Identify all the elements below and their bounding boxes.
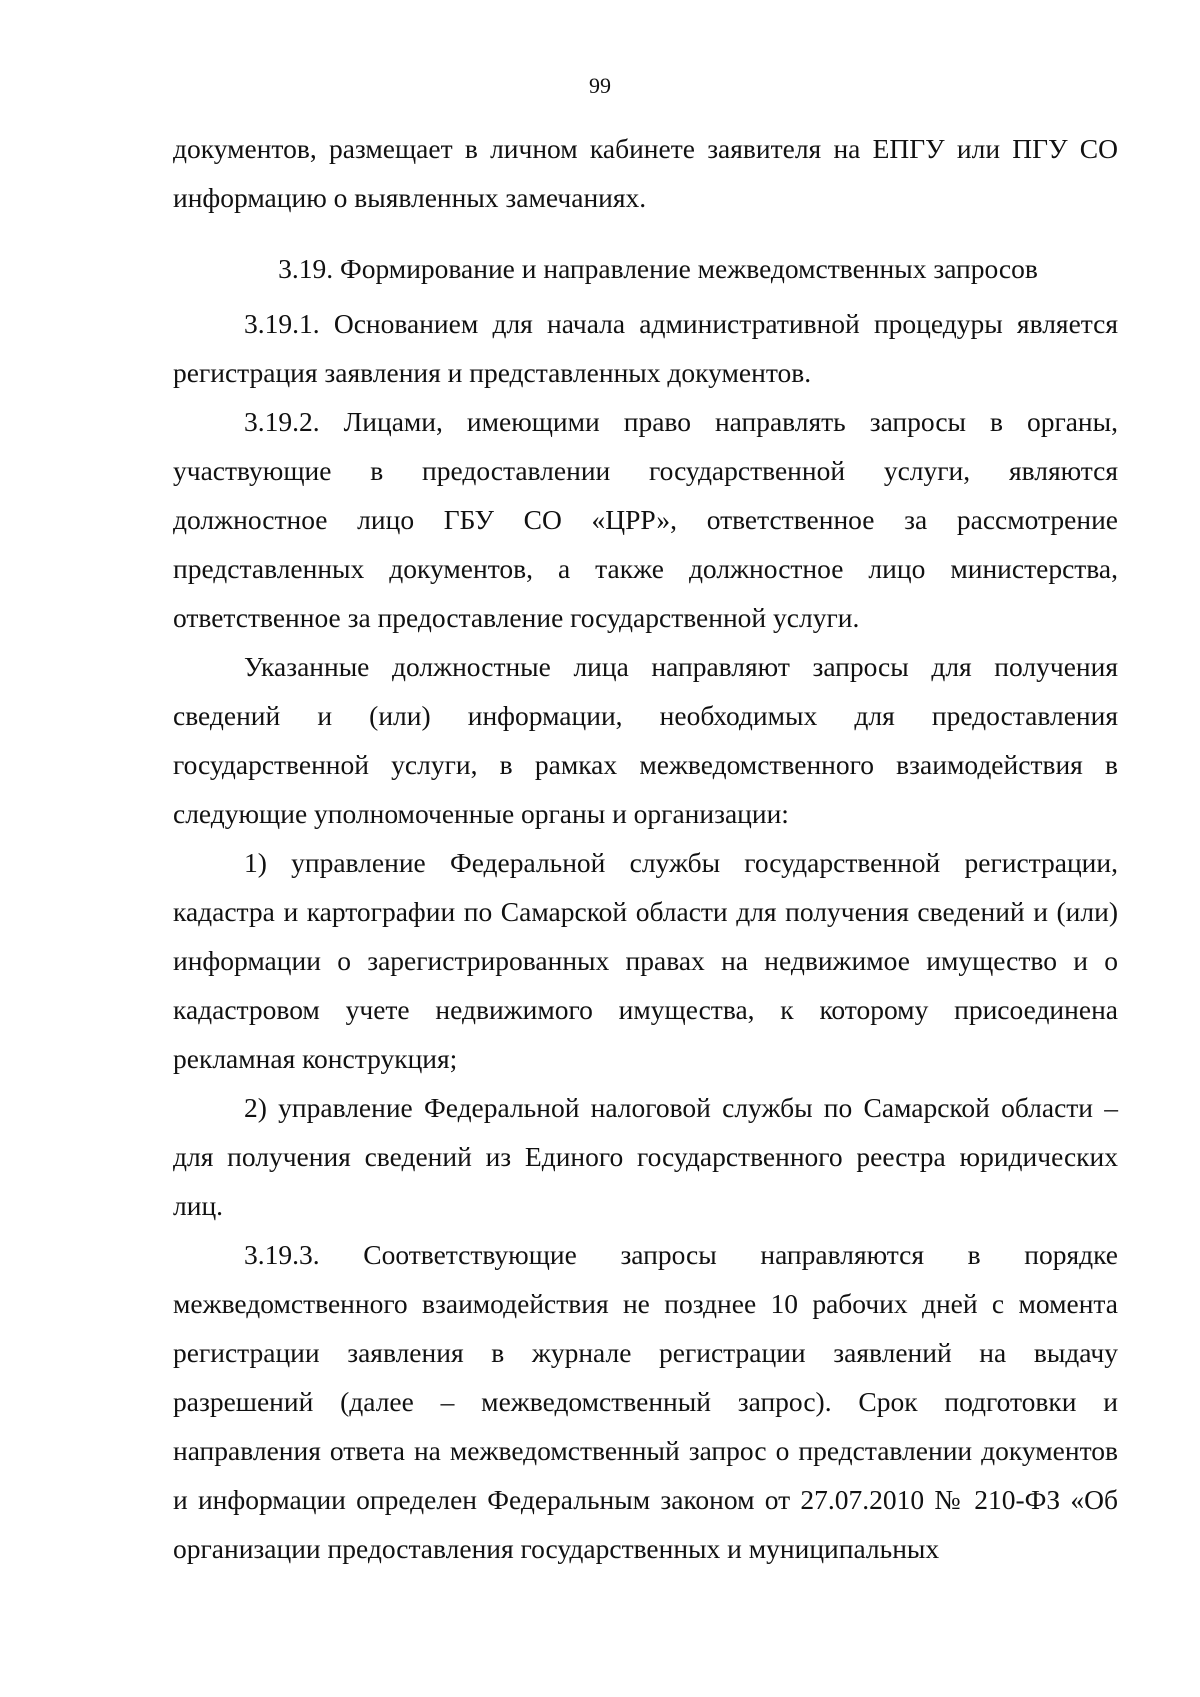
paragraph-3-19-2: 3.19.2. Лицами, имеющими право направлять запросы в органы, участвующие в предоставлении государственной услуги, являются должностное лицо ГБУ СО «ЦРР», ответственное за рассмотрение представленных документов, а также должностное лицо министерства, ответственное за предоставление государственной услуги. bbox=[173, 406, 1118, 633]
document-body bbox=[173, 124, 1118, 1573]
paragraph-3-19-1: 3.19.1. Основанием для начала административной процедуры является регистрация заявления и представленных документов. bbox=[173, 308, 1118, 388]
paragraph-continuation: документов, размещает в личном кабинете заявителя на ЕПГУ или ПГУ СО информацию о выявленных замечаниях. bbox=[173, 133, 1118, 213]
paragraph-officials: Указанные должностные лица направляют запросы для получения сведений и (или) информации, необходимых для предоставления государственной услуги, в рамках межведомственного взаимодействия в следующие уполномоченные органы и организации: bbox=[173, 651, 1118, 829]
section-heading: 3.19. Формирование и направление межведомственных запросов bbox=[278, 253, 1038, 284]
paragraph-3-19-3: 3.19.3. Соответствующие запросы направляются в порядке межведомственного взаимодействия не позднее 10 рабочих дней с момента регистрации заявления в журнале регистрации заявлений на выдачу разрешений (далее – межведомственный запрос). Срок подготовки и направления ответа на межведомственный запрос о представлении документов и информации определен Федеральным законом от 27.07.2010 № 210-ФЗ «Об организации предоставления государственных и муниципальных bbox=[173, 1239, 1118, 1564]
list-item-1: 1) управление Федеральной службы государственной регистрации, кадастра и картографии по Самарской области для получения сведений и (или) информации о зарегистрированных правах на недвижимое имущество и о кадастровом учете недвижимого имущества, к которому присоединена рекламная конструкция; bbox=[173, 847, 1118, 1074]
list-item-2: 2) управление Федеральной налоговой службы по Самарской области – для получения сведений из Единого государственного реестра юридических лиц. bbox=[173, 1092, 1118, 1221]
page-number: 99 bbox=[589, 73, 611, 98]
